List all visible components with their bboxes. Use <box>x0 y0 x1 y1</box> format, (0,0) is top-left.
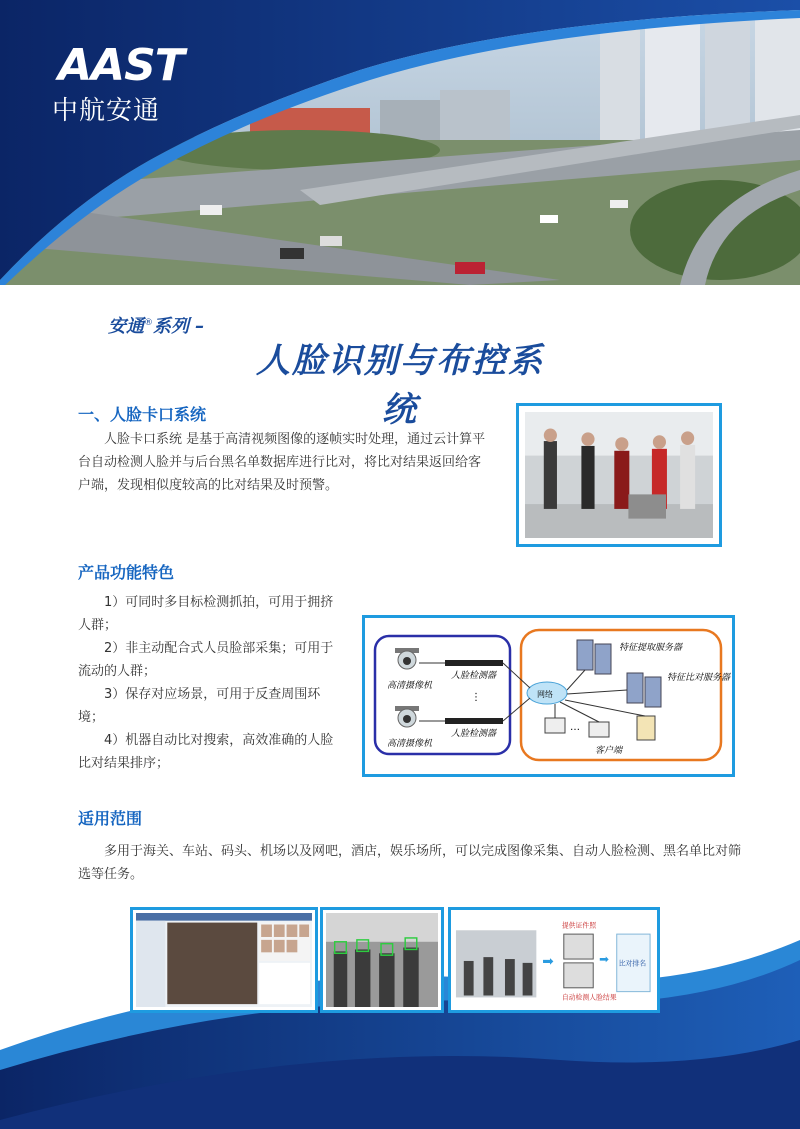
section-heading-checkpoint: 一、人脸卡口系统 <box>78 405 207 424</box>
ellipsis: … <box>570 722 580 733</box>
feature-item: 1）可同时多目标检测抓拍，可用于拥挤人群； <box>78 595 334 633</box>
camera-label: 高清摄像机 <box>387 681 433 691</box>
feature-item: 4）机器自动比对搜索，高效准确的人脸比对结果排序； <box>78 733 334 771</box>
crowd-photo-frame <box>516 403 722 547</box>
server-label: 特征提取服务器 <box>619 643 683 653</box>
detector-icon <box>445 718 503 724</box>
checkpoint-description <box>78 428 492 497</box>
section-heading-scope: 适用范围 <box>78 809 143 828</box>
detector-label: 人脸检测器 <box>451 671 497 681</box>
series-label <box>108 312 204 338</box>
face-detection-photo <box>326 913 438 1007</box>
feature-item: 3）保存对应场景，可用于反查周围环境； <box>78 687 321 725</box>
server-label: 特征比对服务器 <box>667 673 731 683</box>
series-name: 安通 <box>108 316 144 337</box>
scope-text: 多用于海关、车站、码头、机场以及网吧，酒店，娱乐场所，可以完成图像采集、自动人脸检测、黑名单比对筛选等任务。 <box>78 844 742 882</box>
checkpoint-text: 人脸卡口系统 是基于高清视频图像的逐帧实时处理，通过云计算平台自动检测人脸并与后台黑名单数据库进行比对，将比对结果返回给客户端，发现相似度较高的比对结果及时预警。 <box>78 432 486 493</box>
section-heading-features: 产品功能特色 <box>78 563 175 582</box>
arrow-right-icon: ➡ <box>599 951 609 966</box>
feature-list <box>78 591 336 775</box>
flow-label: 比对排名 <box>618 959 647 968</box>
header-banner <box>0 0 800 285</box>
brand-logo: AAST <box>58 40 184 91</box>
airport-crowd-photo <box>525 412 713 538</box>
architecture-diagram-frame <box>362 615 735 777</box>
series-suffix: 系列 – <box>153 316 205 337</box>
detector-icon <box>445 660 503 666</box>
flow-label: 自动检测人脸结果 <box>561 993 617 1002</box>
scope-description <box>78 840 742 886</box>
arrow-right-icon: ➡ <box>542 953 554 970</box>
software-screenshot-frame <box>130 907 318 1013</box>
page-title: 人脸识别与布控系统 <box>256 341 544 430</box>
camera-label: 高清摄像机 <box>387 739 433 749</box>
feature-item: 2）非主动配合式人员脸部采集；可用于流动的人群； <box>78 641 334 679</box>
detector-label: 人脸检测器 <box>451 729 497 739</box>
network-label: 网络 <box>537 690 553 699</box>
flow-label: 提供证件照 <box>561 921 597 930</box>
software-screenshot <box>136 913 312 1007</box>
ellipsis: ⋮ <box>471 692 481 703</box>
brand-name: 中航安通 <box>52 96 161 126</box>
face-matching-workflow <box>454 913 654 1007</box>
workflow-frame <box>448 907 660 1013</box>
detection-photo-frame <box>320 907 444 1013</box>
architecture-diagram <box>365 618 732 774</box>
client-label: 客户端 <box>595 746 623 756</box>
registered-mark: ® <box>144 318 153 328</box>
